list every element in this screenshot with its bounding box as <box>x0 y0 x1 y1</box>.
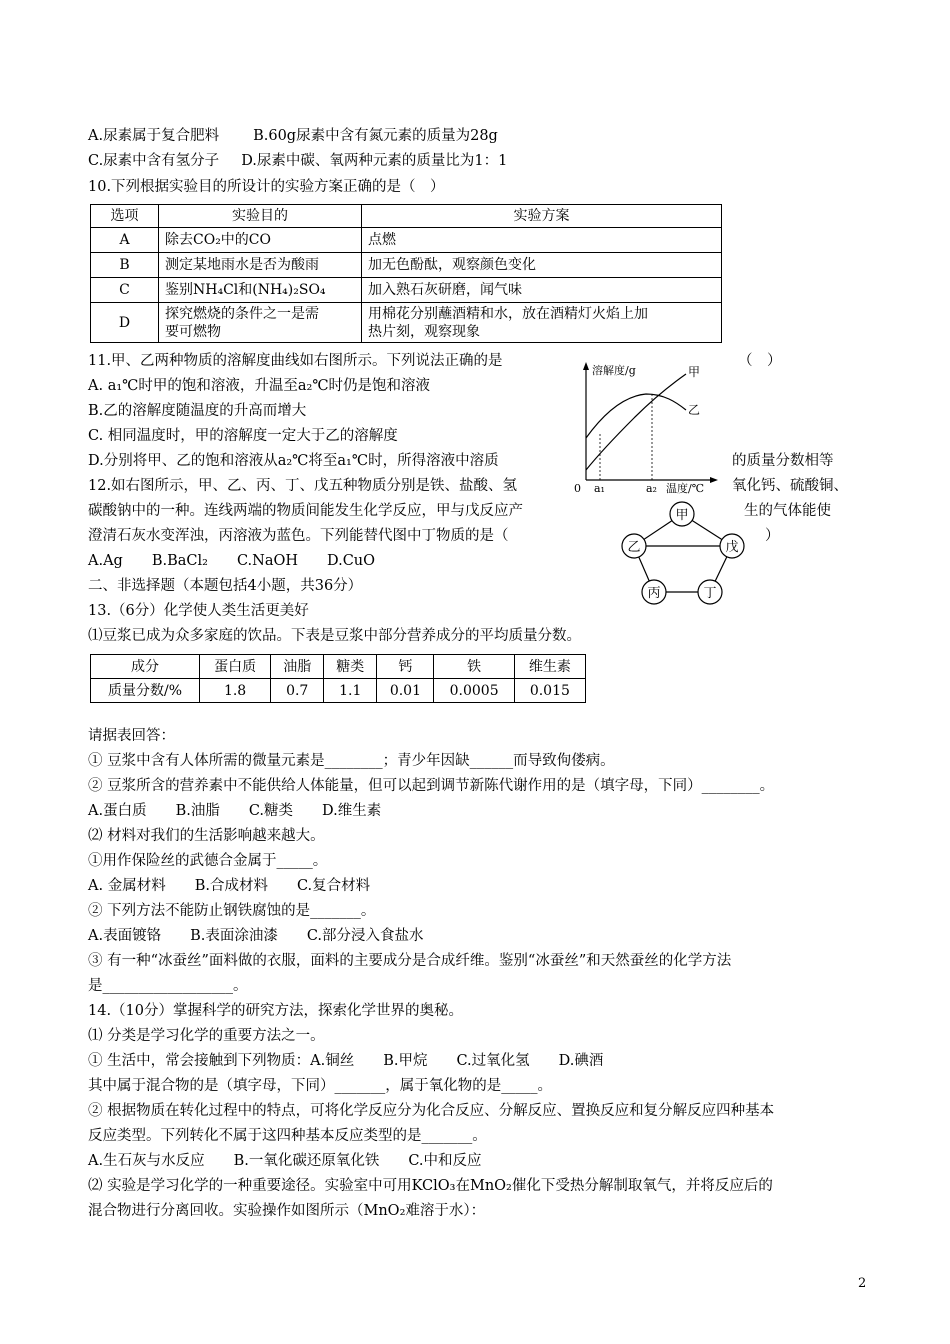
q12-line1-end: 氧化钙、硫酸铜、 <box>732 478 848 494</box>
q14-part1: ⑴ 分类是学习化学的重要方法之一。 <box>88 1028 325 1044</box>
q13-val-iron: 0.0005 <box>434 679 514 703</box>
q11-option-d: D.分别将甲、乙的饱和溶液从a₂℃将至a₁℃时，所得溶液中溶质 <box>88 453 499 469</box>
q14-line7: 混合物进行分离回收。实验操作如图所示（MnO₂难溶于水）： <box>88 1203 486 1219</box>
q9-line1 <box>88 126 498 146</box>
page-number: 2 <box>858 1276 867 1291</box>
q13-line5: A. 金属材料 B.合成材料 C.复合材料 <box>88 878 371 894</box>
q9-option-c: C.尿素中含有氢分子 <box>88 153 220 169</box>
q12-line2-end: 生的气体能使 <box>744 503 831 519</box>
q13-val-sugar: 1.1 <box>324 679 377 703</box>
q13-th-protein: 蛋白质 <box>200 655 271 679</box>
q13-line3: A.蛋白质 B.油脂 C.糖类 D.维生素 <box>88 803 382 819</box>
svg-text:丙: 丙 <box>647 586 661 601</box>
q13-th-sugar: 糖类 <box>324 655 377 679</box>
q13-part1: ⑴豆浆已成为众多家庭的饮品。下表是豆浆中部分营养成分的平均质量分数。 <box>88 628 581 644</box>
q14-line6: ⑵ 实验是学习化学的一种重要途径。实验室中可用KClO₃在MnO₂催化下受热分解制取氧气，并将反应后的 <box>88 1178 773 1194</box>
q11-option-c: C. 相同温度时，甲的溶解度一定大于乙的溶解度 <box>88 428 398 444</box>
graph-ylabel: 溶解度/g <box>592 364 636 377</box>
curve-jia-label: 甲 <box>688 365 701 379</box>
q13-val-fat: 0.7 <box>271 679 324 703</box>
q13-th-fat: 油脂 <box>271 655 324 679</box>
q12-line1: 12.如右图所示，甲、乙、丙、丁、戊五种物质分别是铁、盐酸、氢 <box>88 478 518 494</box>
q13-val-vitamin: 0.015 <box>514 679 585 703</box>
q13-line4: ①用作保险丝的武德合金属于_____。 <box>88 853 328 869</box>
q10-header-option: 选项 <box>91 205 159 228</box>
q14-line3: ② 根据物质在转化过程中的特点，可将化学反应分为化合反应、分解反应、置换反应和复分解反应四种基本 <box>88 1103 775 1119</box>
graph-a2: a₂ <box>646 482 657 495</box>
q13-line9: 是__________________。 <box>88 978 248 994</box>
pentagon-diagram <box>612 498 752 610</box>
q10-row-c-goal: 鉴别NH₄Cl和(NH₄)₂SO₄ <box>159 278 362 303</box>
node-ding <box>698 580 722 604</box>
q14-line5: A.生石灰与水反应 B.一氧化碳还原氧化铁 C.中和反应 <box>88 1153 482 1169</box>
q13-th-component: 成分 <box>91 655 200 679</box>
q13-th-vitamin: 维生素 <box>514 655 585 679</box>
q10-row-c-plan: 加入熟石灰研磨，闻气味 <box>362 278 722 303</box>
q13-part2: ⑵ 材料对我们的生活影响越来越大。 <box>88 828 325 844</box>
q13-line7: A.表面镀铬 B.表面涂油漆 C.部分浸入食盐水 <box>88 928 424 944</box>
q10-stem: 10.下列根据实验目的所设计的实验方案正确的是（ ） <box>88 179 445 195</box>
q10-row-a-plan: 点燃 <box>362 228 722 253</box>
q10-header-plan: 实验方案 <box>362 205 722 228</box>
graph-a1: a₁ <box>594 482 605 495</box>
node-wu <box>720 534 744 558</box>
svg-text:乙: 乙 <box>627 540 641 555</box>
q10-row-a-option: A <box>91 228 159 253</box>
q9-line2 <box>88 151 507 171</box>
q10-row-b-option: B <box>91 253 159 278</box>
q11-answer-bracket: （ ） <box>738 353 782 369</box>
q12-line3: 澄清石灰水变浑浊，丙溶液为蓝色。下列能替代图中丁物质的是（ <box>88 528 509 544</box>
svg-text:戊: 戊 <box>725 540 739 555</box>
q11-stem: 11.甲、乙两种物质的溶解度曲线如右图所示。下列说法正确的是 <box>88 353 503 369</box>
q10-table <box>90 204 722 343</box>
q12-line2: 碳酸钠中的一种。连线两端的物质间能发生化学反应，甲与戊反应产 <box>88 503 523 519</box>
q12-options: A.Ag B.BaCl₂ C.NaOH D.CuO <box>88 553 376 569</box>
q10-row-d-option: D <box>91 303 159 343</box>
q10-row-d-goal: 探究燃烧的条件之一是需 要可燃物 <box>159 303 362 343</box>
node-jia <box>670 502 694 526</box>
q14-line1: ① 生活中，常会接触到下列物质：A.铜丝 B.甲烷 C.过氧化氢 D.碘酒 <box>88 1053 604 1069</box>
q9-option-a: A.尿素属于复合肥料 <box>88 128 220 144</box>
q10-row-d-plan: 用棉花分别蘸酒精和水，放在酒精灯火焰上加 热片刻，观察现象 <box>362 303 722 343</box>
q13-val-protein: 1.8 <box>200 679 271 703</box>
q13-nutrition-table <box>90 654 586 703</box>
graph-xlabel: 温度/℃ <box>666 482 705 495</box>
graph-origin: 0 <box>574 482 581 495</box>
q13-line6: ② 下列方法不能防止钢铁腐蚀的是_______。 <box>88 903 376 919</box>
q11-option-b: B.乙的溶解度随温度的升高而增大 <box>88 403 307 419</box>
q13-line1: ① 豆浆中含有人体所需的微量元素是________；青少年因缺______而导致佝偻病。 <box>88 753 615 769</box>
q13-line2: ② 豆浆所含的营养素中不能供给人体能量，但可以起到调节新陈代谢作用的是（填字母，下同）________。 <box>88 778 775 794</box>
q11-option-d-end: 的质量分数相等 <box>732 453 834 469</box>
q10-row-b-plan: 加无色酚酞，观察颜色变化 <box>362 253 722 278</box>
q9-option-b: B.60g尿素中含有氮元素的质量为28g <box>253 128 498 144</box>
curve-jia <box>586 374 686 470</box>
q14-line2: 其中属于混合物的是（填字母，下同）_______，属于氧化物的是_____。 <box>88 1078 552 1094</box>
q13-stem: 13.（6分）化学使人类生活更美好 <box>88 603 309 619</box>
svg-text:丁: 丁 <box>703 586 717 601</box>
q13-th-iron: 铁 <box>434 655 514 679</box>
node-bing <box>642 580 666 604</box>
q13-val-calcium: 0.01 <box>377 679 434 703</box>
q13-th-calcium: 钙 <box>377 655 434 679</box>
q14-stem: 14.（10分）掌握科学的研究方法，探索化学世界的奥秘。 <box>88 1003 464 1019</box>
section2-heading: 二、非选择题（本题包括4小题，共36分） <box>88 578 363 594</box>
node-yi <box>622 534 646 558</box>
q10-row-a-goal: 除去CO₂中的CO <box>159 228 362 253</box>
q10-row-b-goal: 测定某地雨水是否为酸雨 <box>159 253 362 278</box>
q13-ask: 请据表回答： <box>88 728 175 744</box>
q12-line3-end: ） <box>765 528 780 544</box>
svg-text:甲: 甲 <box>675 508 689 523</box>
q14-line4: 反应类型。下列转化不属于这四种基本反应类型的是_______。 <box>88 1128 487 1144</box>
solubility-graph <box>574 358 724 498</box>
q10-row-c-option: C <box>91 278 159 303</box>
curve-yi-label: 乙 <box>688 403 701 417</box>
q11-option-a: A. a₁℃时甲的饱和溶液，升温至a₂℃时仍是饱和溶液 <box>88 378 431 394</box>
q10-header-goal: 实验目的 <box>159 205 362 228</box>
q9-option-d: D.尿素中碳、氧两种元素的质量比为1：1 <box>241 153 508 169</box>
q13-row-label: 质量分数/% <box>91 679 200 703</box>
q13-line8: ③ 有一种“冰蚕丝”面料做的衣服，面料的主要成分是合成纤维。鉴别“冰蚕丝”和天然蚕丝的化学方法 <box>88 953 732 969</box>
